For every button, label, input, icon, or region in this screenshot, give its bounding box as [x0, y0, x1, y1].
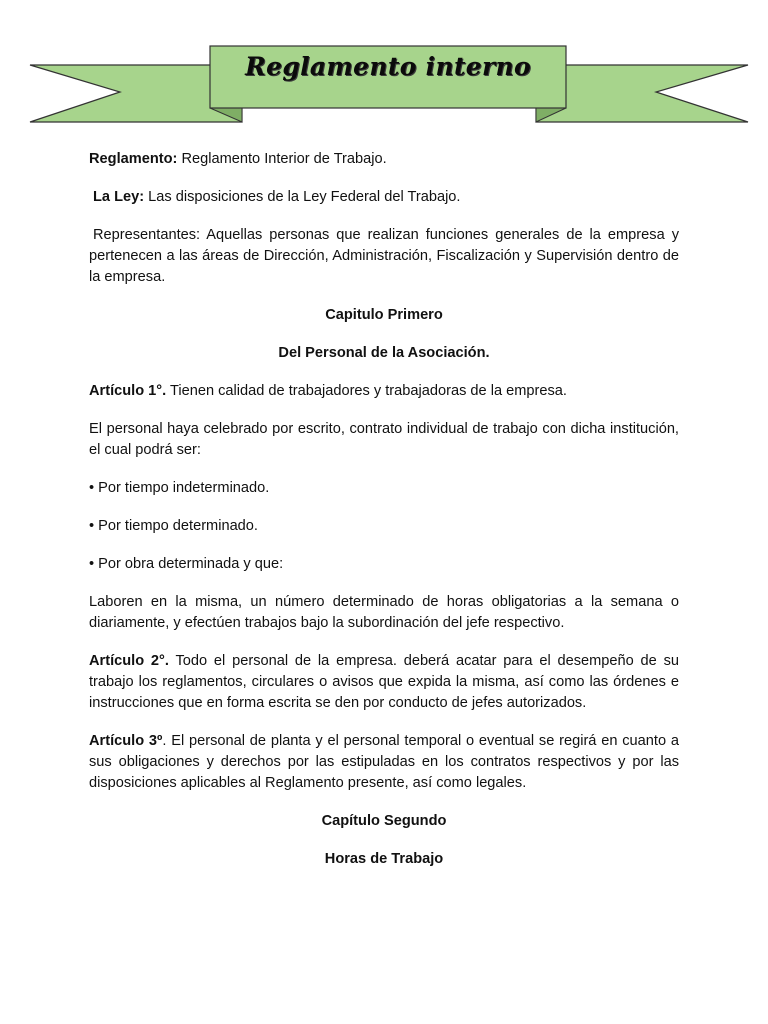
article-1-paragraph: El personal haya celebrado por escrito, contrato individual de trabajo con dicha institución, el cual podrá ser: — [89, 421, 679, 458]
term-text: Las disposiciones de la Ley Federal del Trabajo. — [144, 189, 461, 205]
document-title: Reglamento interno — [245, 52, 531, 81]
article-label: Artículo 1°. — [89, 383, 167, 399]
article-1 — [89, 381, 679, 402]
definition-ley — [89, 187, 679, 208]
document-body — [89, 149, 679, 870]
list-item: • Por tiempo indeterminado. — [89, 480, 270, 496]
article-text: Todo el personal de la empresa. deberá acatar para el desempeño de su trabajo los reglamentos, circulares o avisos que expida la misma, así como las órdenes e instrucciones que en forma escrita se den por conducto de jefes autorizados. — [89, 653, 679, 711]
article-1-closing: Laboren en la misma, un número determinado de horas obligatorias a la semana o diariamente, y efectúen trabajos bajo la subordinación del jefe respectivo. — [89, 594, 679, 631]
chapter-subtitle: Del Personal de la Asociación. — [278, 345, 490, 361]
chapter-title: Capítulo Segundo — [321, 813, 447, 829]
chapter-title: Capitulo Primero — [325, 307, 443, 323]
term-label: La Ley: — [93, 189, 145, 205]
list-item: • Por obra determinada y que: — [89, 556, 284, 572]
term-label: Reglamento: — [89, 151, 178, 167]
article-2 — [89, 651, 679, 714]
term-text: Reglamento Interior de Trabajo. — [177, 151, 387, 167]
article-text: . El personal de planta y el personal temporal o eventual se regirá en cuanto a sus obligaciones y derechos por las estipuladas en los contratos respectivos y por las disposiciones aplicables al Reglamento presente, así como legales. — [89, 733, 679, 791]
article-3 — [89, 731, 679, 794]
list-item: • Por tiempo determinado. — [89, 518, 258, 534]
definition-reglamento — [89, 149, 679, 170]
article-text: Tienen calidad de trabajadores y trabajadoras de la empresa. — [166, 383, 567, 399]
article-label: Artículo 3º — [89, 733, 163, 749]
title-banner — [0, 0, 768, 140]
definition-representantes: Representantes: Aquellas personas que realizan funciones generales de la empresa y pertenecen a las áreas de Dirección, Administración, Fiscalización y Supervisión dentro de la empresa. — [89, 227, 679, 285]
article-label: Artículo 2°. — [89, 653, 169, 669]
chapter-subtitle: Horas de Trabajo — [324, 851, 444, 867]
